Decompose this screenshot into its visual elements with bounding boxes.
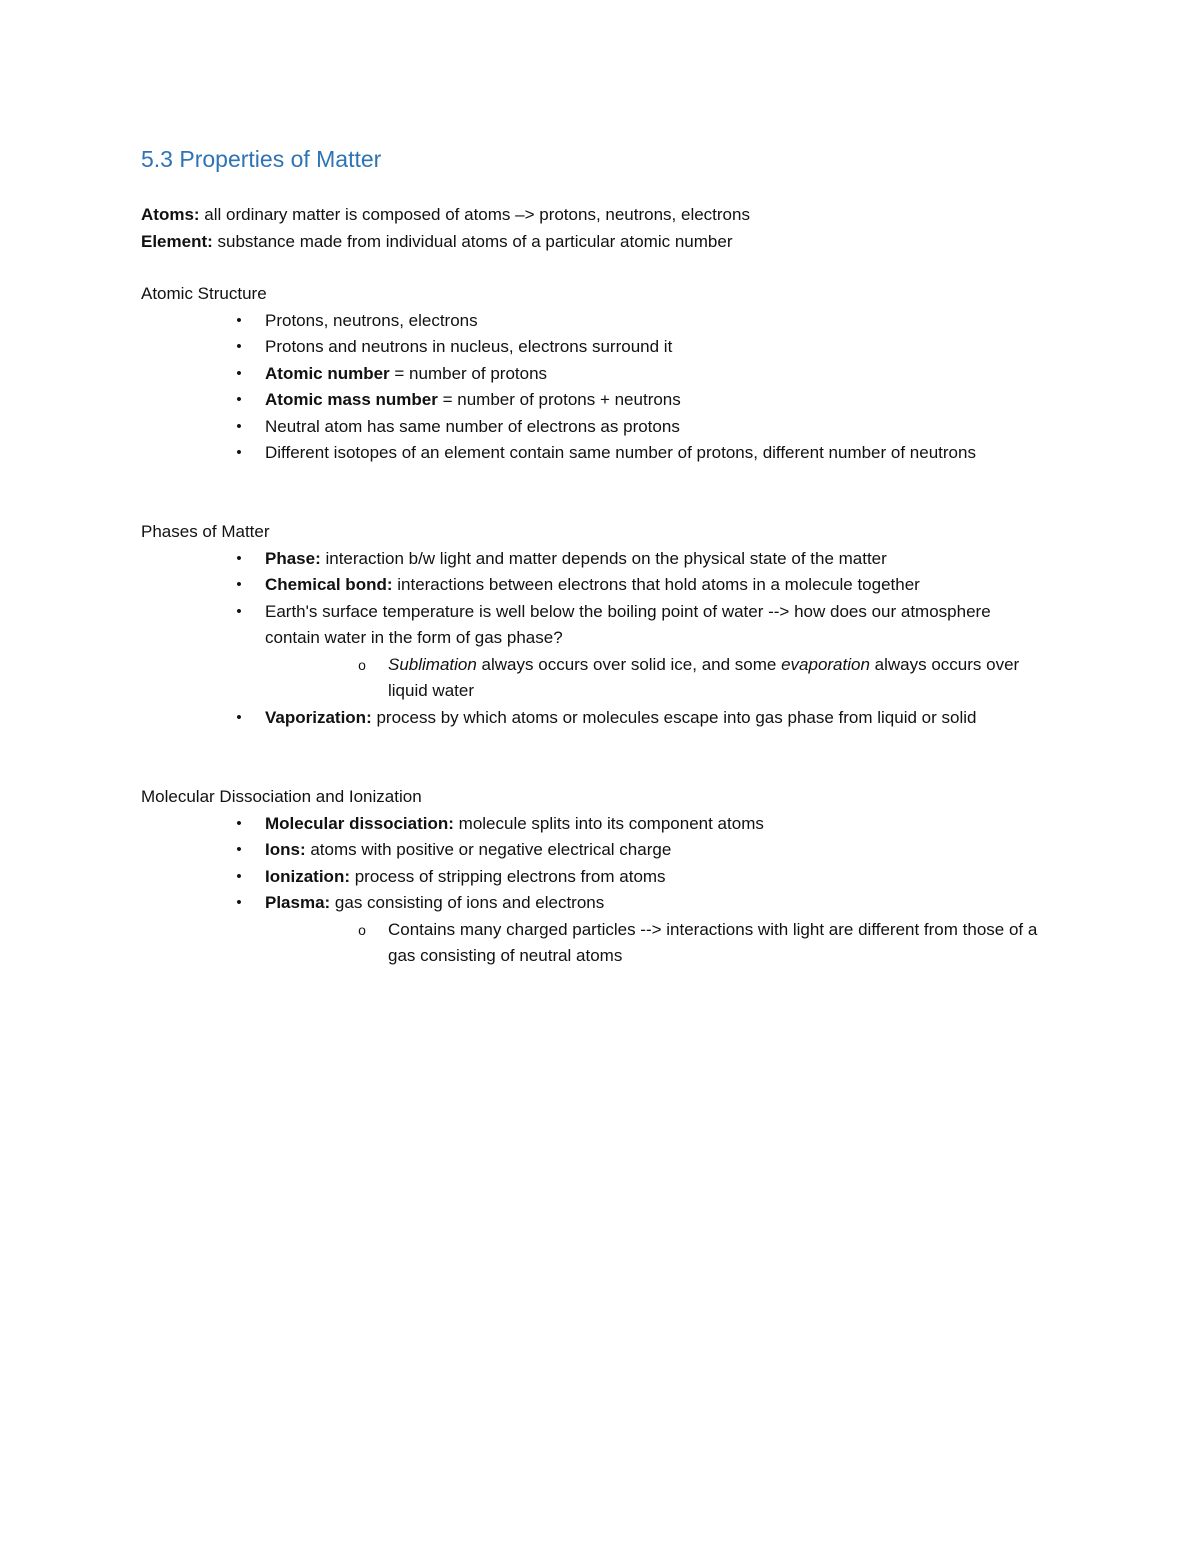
- definition-atoms: [141, 202, 1101, 229]
- item-text: atoms with positive or negative electrical charge: [305, 840, 672, 859]
- bullet-dot-icon: •: [236, 417, 242, 435]
- item-text: Different isotopes of an element contain same number of protons, different number of neutrons: [265, 443, 976, 462]
- bullet-list: [141, 811, 1101, 970]
- list-item: [236, 440, 1025, 467]
- bullet-dot-icon: •: [236, 576, 242, 593]
- bullet-dot-icon: •: [236, 311, 242, 329]
- section-molecular-dissociation: [141, 784, 1101, 970]
- item-term: Plasma:: [265, 893, 331, 912]
- item-text: molecule splits into its component atoms: [453, 813, 764, 833]
- item-text: interactions between electrons that hold atoms in a molecule together: [392, 575, 920, 594]
- list-item: [236, 837, 1101, 864]
- item-text: Protons, neutrons, electrons: [265, 310, 478, 330]
- definition-element: [141, 229, 1101, 256]
- item-text: always occurs over solid ice, and some: [476, 654, 782, 674]
- bullet-dot-icon: •: [236, 867, 242, 885]
- list-item: [236, 572, 1101, 599]
- list-item: [236, 361, 1101, 388]
- italic-term: Sublimation: [388, 654, 477, 674]
- bullet-dot-icon: •: [236, 708, 242, 726]
- bullet-dot-icon: •: [236, 841, 242, 858]
- item-term: Atomic mass number: [265, 390, 438, 409]
- item-term: Chemical bond:: [265, 575, 393, 594]
- item-text: Contains many charged particles --> interactions with light are different from those of a gas consisting of neutral atoms: [388, 919, 1038, 965]
- bullet-dot-icon: •: [236, 364, 242, 382]
- item-term: Phase:: [265, 548, 321, 568]
- definition-text: substance made from individual atoms of a particular atomic number: [212, 231, 733, 251]
- item-text: process of stripping electrons from atoms: [349, 866, 666, 886]
- bullet-dot-icon: •: [236, 391, 242, 408]
- list-item: [236, 811, 1101, 838]
- section-phases-of-matter: [141, 519, 1101, 731]
- section-heading: Atomic Structure: [141, 284, 267, 303]
- item-text: = number of protons: [389, 363, 548, 383]
- list-item: [236, 334, 1101, 361]
- bullet-dot-icon: •: [236, 549, 242, 567]
- item-text: = number of protons + neutrons: [437, 390, 681, 409]
- sub-bullet-list: [265, 652, 1045, 705]
- section-atomic-structure: [141, 281, 1101, 467]
- list-item: [236, 705, 1045, 732]
- item-text: always occurs over liquid water: [388, 654, 1020, 700]
- bullet-circle-icon: o: [358, 921, 366, 938]
- sub-list-item: [358, 917, 1068, 970]
- list-item: [236, 308, 1101, 335]
- bullet-dot-icon: •: [236, 338, 242, 355]
- bullet-circle-icon: o: [358, 656, 366, 673]
- definition-text: all ordinary matter is composed of atoms –> protons, neutrons, electrons: [199, 205, 750, 224]
- bullet-dot-icon: •: [236, 894, 242, 911]
- sub-bullet-list: [265, 917, 1101, 970]
- list-item: [236, 387, 1101, 414]
- bullet-list: [141, 308, 1101, 467]
- list-item: [236, 546, 1101, 573]
- item-term: Vaporization:: [265, 707, 372, 727]
- item-term: Ions:: [265, 840, 306, 859]
- item-term: Molecular dissociation:: [265, 813, 454, 833]
- italic-term: evaporation: [781, 654, 870, 674]
- item-term: Ionization:: [265, 866, 350, 886]
- section-heading: Molecular Dissociation and Ionization: [141, 787, 422, 806]
- bullet-list: [141, 546, 1101, 732]
- definitions-block: [141, 202, 1101, 255]
- item-text: Neutral atom has same number of electrons as protons: [265, 416, 680, 436]
- item-term: Atomic number: [265, 363, 390, 383]
- item-text: gas consisting of ions and electrons: [330, 893, 605, 912]
- sub-list-item: [358, 652, 1038, 705]
- list-item: [236, 864, 1101, 891]
- page-title: 5.3 Properties of Matter: [141, 146, 382, 172]
- bullet-dot-icon: •: [236, 444, 242, 461]
- bullet-dot-icon: •: [236, 814, 242, 832]
- definition-term: Atoms:: [141, 205, 200, 224]
- definition-term: Element:: [141, 231, 213, 251]
- item-text: Protons and neutrons in nucleus, electrons surround it: [265, 337, 673, 356]
- bullet-dot-icon: •: [236, 602, 242, 620]
- section-heading: Phases of Matter: [141, 522, 270, 541]
- list-item: [236, 890, 1101, 970]
- item-text: process by which atoms or molecules escape into gas phase from liquid or solid: [371, 707, 977, 727]
- list-item: [236, 414, 1101, 441]
- item-text: Earth's surface temperature is well below the boiling point of water --> how does our atmosphere contain water in the form of gas phase?: [265, 601, 991, 647]
- list-item: [236, 599, 1045, 705]
- item-text: interaction b/w light and matter depends on the physical state of the matter: [320, 548, 887, 568]
